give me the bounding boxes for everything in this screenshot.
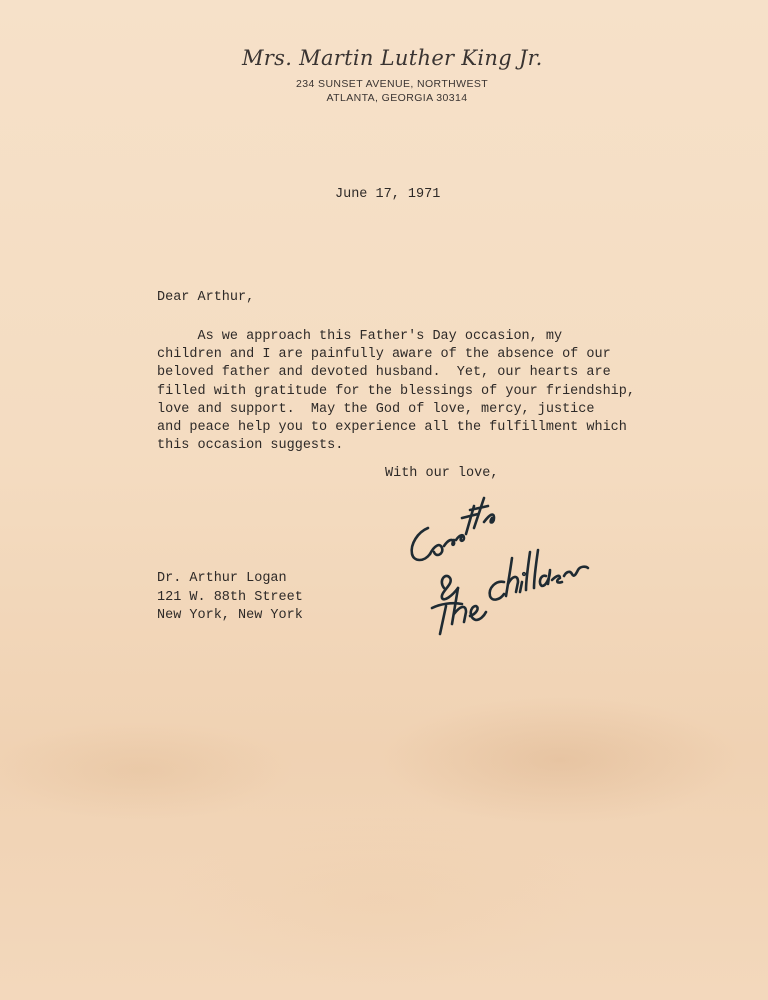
body-line: and peace help you to experience all the fulfillment which bbox=[157, 420, 627, 436]
body-line: children and I are painfully aware of the absence of our bbox=[157, 347, 611, 363]
recipient-city: New York, New York bbox=[157, 608, 303, 623]
body-line: love and support. May the God of love, mercy, justice bbox=[157, 401, 595, 417]
letterhead-address-line1: 234 SUNSET AVENUE, NORTHWEST bbox=[296, 78, 489, 90]
handwritten-signature bbox=[400, 488, 600, 638]
closing: With our love, bbox=[385, 466, 499, 481]
body-line: As we approach this Father's Day occasion, my bbox=[157, 329, 563, 344]
salutation: Dear Arthur, bbox=[157, 290, 255, 305]
letterhead-address-line2: ATLANTA, GEORGIA 30314 bbox=[326, 92, 468, 104]
letter-body bbox=[157, 328, 635, 455]
body-line: this occasion suggests. bbox=[157, 438, 344, 454]
body-line: beloved father and devoted husband. Yet, our hearts are bbox=[157, 365, 611, 381]
recipient-street: 121 W. 88th Street bbox=[157, 589, 303, 605]
letter-date: June 17, 1971 bbox=[335, 187, 441, 202]
body-line: filled with gratitude for the blessings of your friendship, bbox=[157, 383, 635, 399]
recipient-address bbox=[157, 570, 303, 626]
recipient-name: Dr. Arthur Logan bbox=[157, 571, 287, 586]
letterhead-name: Mrs. Martin Luther King Jr. bbox=[242, 46, 543, 70]
